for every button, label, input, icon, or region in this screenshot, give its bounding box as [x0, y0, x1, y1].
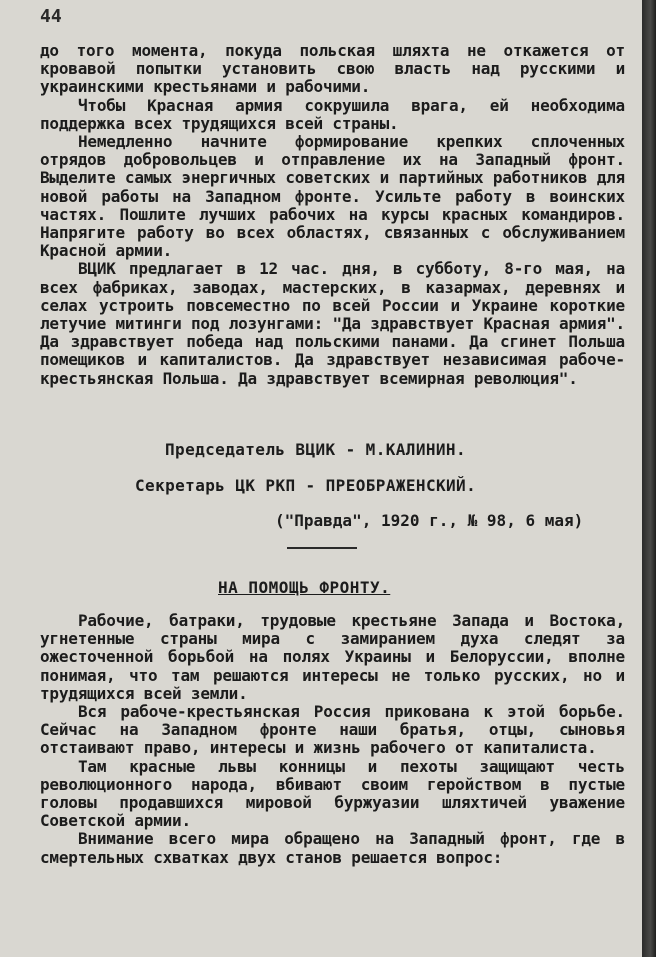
paragraph: Там красные львы конницы и пехоты защищают честь революционного народа, вбивают своим геройством в пустые головы продавшихся мировой буржуазии шляхтичей уважение Советской армии. — [40, 756, 625, 831]
paragraph: Рабочие, батраки, трудовые крестьяне Запада и Востока, угнетенные страны мира с замиранием духа следят за ожесточенной борьбой на полях Украины и Белоруссии, вполне понимая, что там решаются интересы не только русских, но и трудящихся всей земли. — [40, 611, 625, 703]
page-number: 44 — [40, 6, 62, 27]
source-citation: ("Правда", 1920 г., № 98, 6 мая) — [275, 511, 584, 530]
page-edge-shadow — [642, 0, 656, 957]
signature-chairman: Председатель ВЦИК - М.КАЛИНИН. — [165, 440, 466, 459]
section-divider — [287, 547, 357, 549]
paragraph: до того момента, покуда польская шляхта не откажется от кровавой попытки установить свою власть над русскими и украинскими крестьянами и рабочими. — [40, 41, 625, 97]
body-text-top — [40, 42, 625, 388]
paragraph: Чтобы Красная армия сокрушила врага, ей необходима поддержка всех трудящихся всей страны. — [40, 95, 625, 133]
paragraph: Вся рабоче-крестьянская Россия прикована к этой борьбе. Сейчас на Западном фронте наши братья, отцы, сыновья отстаивают право, интересы и жизнь рабочего от капиталиста. — [40, 702, 625, 758]
paragraph: Внимание всего мира обращено на Западный фронт, где в смертельных схватках двух станов решается вопрос: — [40, 829, 625, 867]
paragraph: ВЦИК предлагает в 12 час. дня, в субботу, 8-го мая, на всех фабриках, заводах, мастерских, в казармах, деревнях и селах устроить повсеместно по всей России и Украине короткие летучие митинги под лозунгами: "Да здравствует Красная армия". Да здравствует победа над польскими панами. Да сгинет Польша помещиков и капиталистов. Да здравствует независимая рабоче-крестьянская Польша. Да здравствует всемирная революция". — [40, 259, 625, 388]
section-title: НА ПОМОЩЬ ФРОНТУ. — [218, 578, 391, 597]
body-text-bottom — [40, 612, 625, 867]
paragraph: Немедленно начните формирование крепких сплоченных отрядов добровольцев и отправление их на Западный фронт. Выделите самых энергичных советских и партийных работников для новой работы на Западном фронте. Усильте работу в воинских частях. Пошлите лучших рабочих на курсы красных командиров. Напрягите работу во всех областях, связанных с обслуживанием Красной армии. — [40, 132, 625, 261]
signature-secretary: Секретарь ЦК РКП - ПРЕОБРАЖЕНСКИЙ. — [135, 476, 477, 495]
